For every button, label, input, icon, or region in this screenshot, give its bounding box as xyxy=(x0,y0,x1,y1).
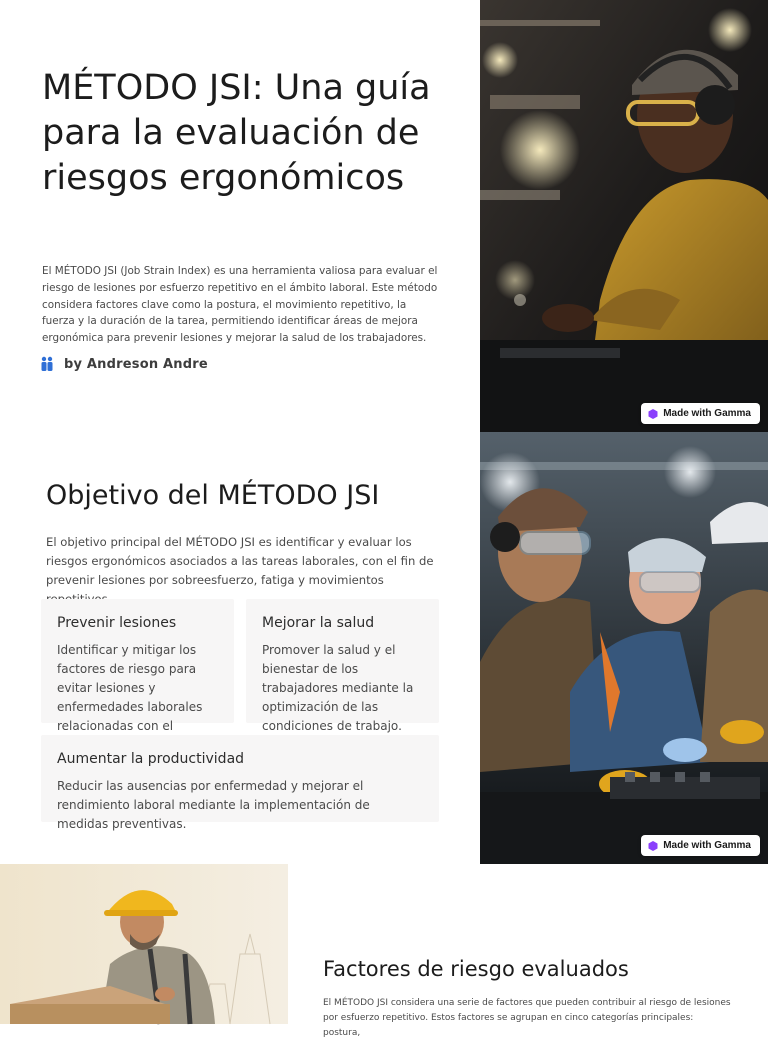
card-title: Mejorar la salud xyxy=(262,615,375,631)
badge-label: Made with Gamma xyxy=(663,408,751,419)
author-avatar-icon xyxy=(40,356,54,372)
section-title: Factores de riesgo evaluados xyxy=(323,957,629,981)
card-prevenir-lesiones xyxy=(41,599,234,733)
intro-description: El MÉTODO JSI (Job Strain Index) es una herramienta valiosa para evaluar el riesgo de lesiones por esfuerzo repetitivo en el ámbito laboral. Este método considera factores clave como la postura, el movimiento repetitivo, la fuerza y la duración de la tarea, permitiendo identificar áreas de mejora ergonómica para prevenir lesiones y mejorar la salud de los trabajadores. xyxy=(42,265,438,345)
badge-label: Made with Gamma xyxy=(663,840,751,851)
worker-headphones-photo xyxy=(480,0,768,432)
slide-objetivo xyxy=(0,432,768,864)
worker-carrying-box-illustration xyxy=(0,864,288,1024)
slide-factores xyxy=(0,864,768,1038)
section-description: El objetivo principal del MÉTODO JSI es identificar y evaluar los riesgos ergonómicos asociados a las tareas laborales, con el fin de prevenir lesiones por sobreesfuerzo, fatiga y movimientos xyxy=(46,535,434,587)
author-name: by Andreson Andre xyxy=(64,356,208,372)
section-description: El MÉTODO JSI considera una serie de factores que pueden contribuir al riesgo de lesiones por esfuerzo repetitivo. Estos factores se agrupan en cinco categorías principales: postura, xyxy=(323,998,731,1038)
card-text: Promover la salud y el bienestar de los trabajadores mediante la optimización de las condiciones de trabajo. xyxy=(262,643,414,733)
card-title: Aumentar la productividad xyxy=(57,751,245,767)
card-title: Prevenir lesiones xyxy=(57,615,177,631)
author-byline xyxy=(40,356,208,372)
card-text: Reducir las ausencias por enfermedad y mejorar el rendimiento laboral mediante la implementación de medidas preventivas. xyxy=(57,779,370,831)
card-text: Identificar y mitigar los factores de riesgo para evitar lesiones y enfermedades laborales relacionadas con el xyxy=(57,643,203,733)
made-with-gamma-badge[interactable] xyxy=(641,403,760,424)
page-title: MÉTODO JSI: Una guía para la evaluación de riesgos ergonómicos xyxy=(42,68,431,198)
section-title: Objetivo del MÉTODO JSI xyxy=(46,480,380,511)
gamma-logo-icon xyxy=(648,841,658,851)
gamma-logo-icon xyxy=(648,409,658,419)
card-mejorar-salud xyxy=(246,599,439,733)
made-with-gamma-badge[interactable] xyxy=(641,835,760,856)
workers-assembly-photo xyxy=(480,432,768,864)
card-aumentar-productividad xyxy=(41,735,439,831)
slide-title xyxy=(0,0,768,432)
